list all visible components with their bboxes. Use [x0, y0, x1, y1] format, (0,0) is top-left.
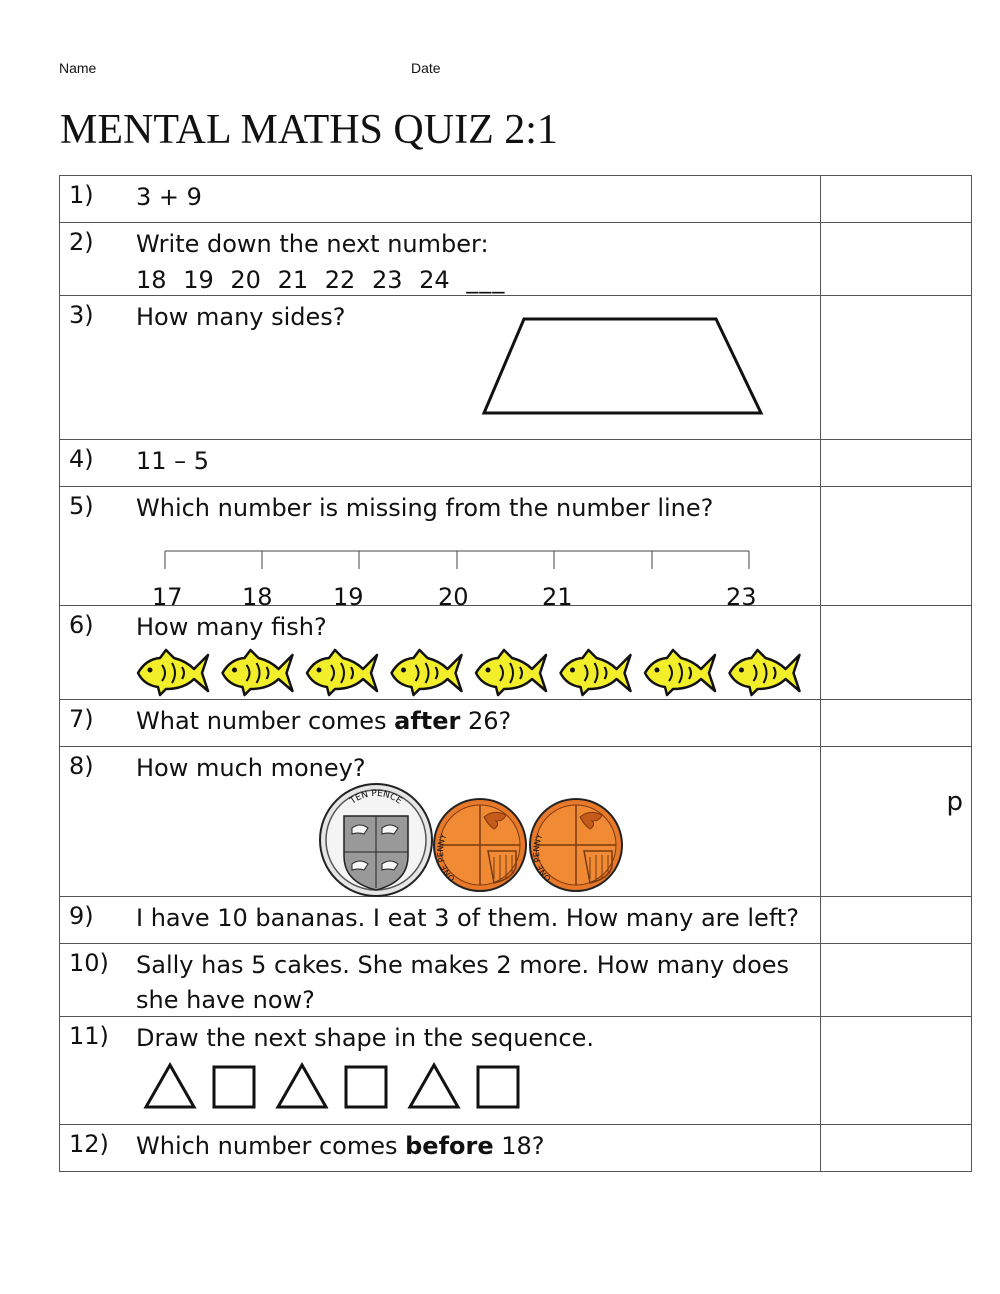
triangle-shape	[146, 1065, 194, 1107]
question-text	[136, 1128, 545, 1164]
fish-icon	[307, 650, 377, 695]
question-text-part: What number comes	[136, 707, 395, 735]
fish-icon	[561, 650, 631, 695]
question-text	[136, 703, 511, 739]
question-cell	[60, 747, 821, 897]
emphasis-word: after	[394, 707, 461, 735]
question-cell	[60, 296, 821, 440]
question-cell	[60, 1017, 821, 1125]
question-cell	[60, 176, 821, 223]
number-line-label: 21	[542, 583, 573, 611]
sequence-number: 22	[324, 266, 356, 294]
date-label: Date	[411, 60, 441, 76]
question-text: Write down the next number:	[136, 230, 489, 258]
question-text: How many fish?	[136, 613, 327, 641]
question-row	[60, 223, 972, 296]
answer-box[interactable]	[821, 296, 972, 440]
answer-box[interactable]	[821, 606, 972, 700]
fish-icon	[645, 650, 715, 695]
pence-unit-label: p	[946, 787, 963, 817]
answer-box[interactable]	[821, 176, 972, 223]
question-text-part: 26?	[460, 707, 512, 735]
question-cell	[60, 487, 821, 611]
question-text: 11 – 5	[136, 447, 210, 475]
question-text: How much money?	[136, 754, 366, 782]
question-row	[60, 296, 972, 440]
trapezium-shape	[480, 316, 764, 416]
sequence-number: 23	[371, 266, 403, 294]
question-row	[60, 700, 972, 747]
name-label: Name	[59, 60, 97, 76]
answer-box[interactable]	[821, 223, 972, 296]
question-cell	[60, 944, 821, 1017]
question-text-line2: she have now?	[136, 986, 315, 1014]
fish-icon	[138, 650, 208, 695]
question-number: 6)	[69, 611, 94, 639]
question-cell	[60, 897, 821, 944]
triangle-shape	[410, 1065, 458, 1107]
sequence-number: 20	[230, 266, 261, 294]
number-line-label: 23	[726, 583, 757, 611]
question-text: How many sides?	[136, 303, 346, 331]
fish-icon	[392, 650, 462, 695]
fish-icon	[730, 650, 800, 695]
sequence-number: 18	[136, 266, 167, 294]
sequence-number: 24	[419, 266, 450, 294]
question-row	[60, 176, 972, 223]
question-number: 10)	[69, 949, 109, 977]
question-text: I have 10 bananas. I eat 3 of them. How many are left?	[136, 904, 799, 932]
question-number: 11)	[69, 1022, 109, 1050]
question-cell	[60, 440, 821, 487]
sequence-blank: ___	[466, 266, 506, 294]
answer-box[interactable]	[821, 700, 972, 747]
fish-icon	[476, 650, 546, 695]
question-text: Sally has 5 cakes. She makes 2 more. How many does	[136, 951, 790, 979]
answer-box[interactable]	[821, 747, 972, 897]
question-number: 1)	[69, 181, 94, 209]
sequence-number: 19	[183, 266, 214, 294]
question-row	[60, 1125, 972, 1172]
question-row	[60, 440, 972, 487]
question-number: 8)	[69, 752, 94, 780]
answer-box[interactable]	[821, 440, 972, 487]
fish-row	[134, 646, 814, 696]
question-text: Which number is missing from the number line?	[136, 494, 714, 522]
answer-box[interactable]	[821, 944, 972, 1017]
coin-text: ONE PENNY	[435, 832, 457, 884]
one-penny-coin-icon	[432, 797, 528, 893]
question-row	[60, 487, 972, 606]
shape-sequence	[144, 1063, 524, 1111]
square-shape	[346, 1067, 386, 1107]
question-number: 7)	[69, 705, 94, 733]
fish-icon	[223, 650, 293, 695]
question-text: 3 + 9	[136, 183, 202, 211]
question-text: Draw the next shape in the sequence.	[136, 1024, 594, 1052]
coin-text: TEN PENCE	[348, 788, 404, 807]
question-number: 3)	[69, 301, 94, 329]
number-sequence	[136, 262, 514, 298]
question-row	[60, 897, 972, 944]
question-number: 5)	[69, 492, 94, 520]
quiz-title: MENTAL MATHS QUIZ 2:1	[60, 107, 558, 153]
square-shape	[478, 1067, 518, 1107]
answer-box[interactable]	[821, 897, 972, 944]
sequence-number: 21	[277, 266, 309, 294]
question-row	[60, 606, 972, 700]
question-row	[60, 944, 972, 1017]
number-line	[164, 549, 752, 571]
number-line-label: 19	[333, 583, 364, 611]
question-number: 2)	[69, 228, 94, 256]
number-line-label: 20	[438, 583, 469, 611]
question-text-part: 18?	[493, 1132, 545, 1160]
question-cell	[60, 223, 821, 296]
triangle-shape	[278, 1065, 326, 1107]
answer-box[interactable]	[821, 1125, 972, 1172]
emphasis-word: before	[405, 1132, 494, 1160]
one-penny-coin-icon	[528, 797, 624, 893]
question-number: 9)	[69, 902, 94, 930]
question-number: 12)	[69, 1130, 109, 1158]
quiz-table	[59, 175, 972, 1172]
answer-box[interactable]	[821, 1017, 972, 1125]
question-cell	[60, 700, 821, 747]
question-row	[60, 1017, 972, 1125]
number-line-label: 18	[242, 583, 273, 611]
question-text-part: Which number comes	[136, 1132, 406, 1160]
question-cell	[60, 606, 821, 700]
coin-text: ONE PENNY	[531, 832, 553, 884]
answer-box[interactable]	[821, 487, 972, 606]
question-number: 4)	[69, 445, 94, 473]
square-shape	[214, 1067, 254, 1107]
number-line-label: 17	[152, 583, 183, 611]
question-row	[60, 747, 972, 897]
ten-pence-coin-icon	[318, 782, 434, 898]
question-cell	[60, 1125, 821, 1172]
